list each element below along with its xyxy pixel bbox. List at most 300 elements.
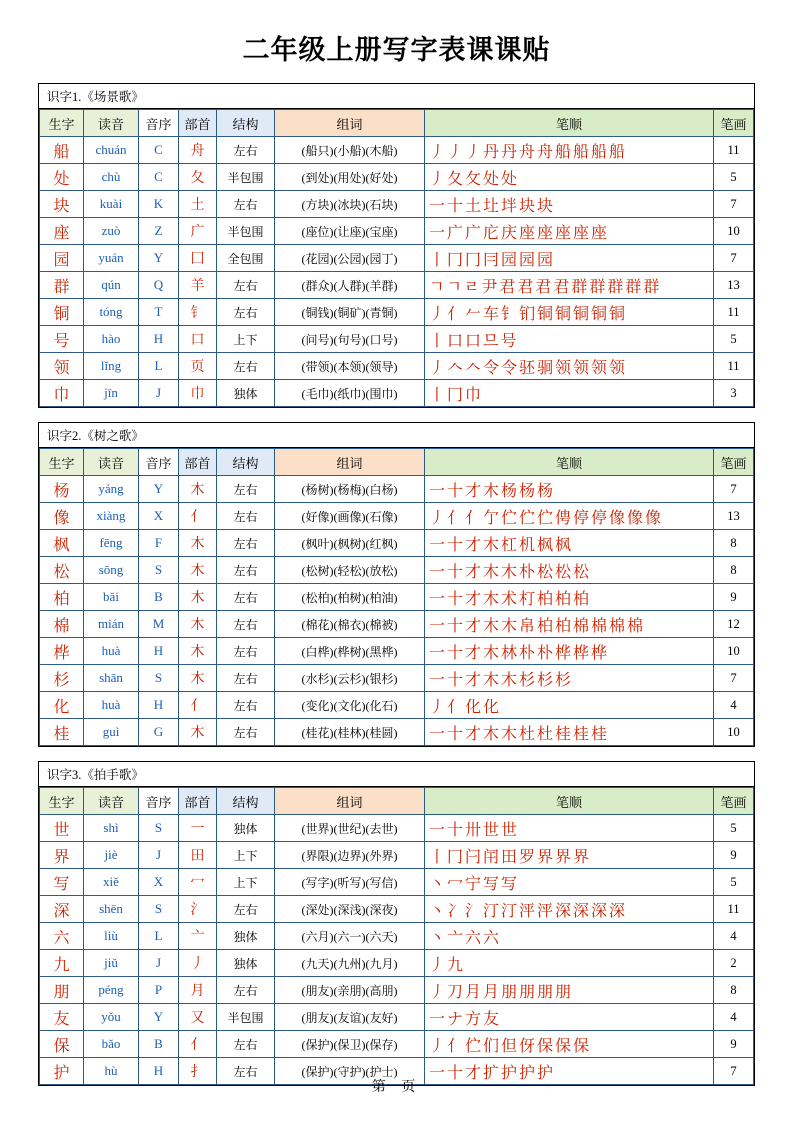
character: 领: [53, 359, 70, 377]
cell-pinyin: huà: [84, 692, 139, 719]
col-header-pinyin: 读音: [84, 788, 139, 815]
table-row: [40, 869, 754, 896]
cell-initial: H: [139, 326, 179, 353]
character: 柏: [53, 590, 70, 608]
page-title: 二年级上册写字表课课贴: [242, 35, 551, 65]
cell-strokecount: 10: [714, 719, 754, 746]
cell-strokeorder: 丿九: [425, 950, 714, 977]
table-row: [40, 923, 754, 950]
cell-radical: 丿: [179, 950, 217, 977]
cell-strokecount: 7: [714, 191, 754, 218]
cell-character: [40, 503, 84, 530]
cell-words: (写字)(听写)(写信): [275, 869, 425, 896]
table-header-row: [40, 788, 754, 815]
cell-words: (枫叶)(枫树)(红枫): [275, 530, 425, 557]
character: 铜: [53, 305, 70, 323]
cell-radical: 羊: [179, 272, 217, 299]
table-row: [40, 665, 754, 692]
character-table: [39, 787, 754, 1085]
cell-structure: 左右: [217, 638, 275, 665]
cell-character: [40, 353, 84, 380]
cell-character: [40, 815, 84, 842]
table-body: [40, 476, 754, 746]
character-table: [39, 448, 754, 746]
character: 世: [53, 821, 70, 839]
character: 保: [53, 1037, 70, 1055]
table-header-row: [40, 110, 754, 137]
cell-structure: 左右: [217, 584, 275, 611]
cell-initial: L: [139, 923, 179, 950]
col-header-character: 生字: [40, 110, 84, 137]
cell-character: [40, 137, 84, 164]
cell-radical: 扌: [179, 1058, 217, 1085]
table-row: [40, 191, 754, 218]
cell-strokecount: 13: [714, 503, 754, 530]
cell-pinyin: yuán: [84, 245, 139, 272]
cell-words: (界限)(边界)(外界): [275, 842, 425, 869]
cell-initial: Y: [139, 1004, 179, 1031]
cell-initial: Y: [139, 245, 179, 272]
table-row: [40, 1004, 754, 1031]
col-header-strokeorder: 笔顺: [425, 449, 714, 476]
cell-strokecount: 10: [714, 638, 754, 665]
col-header-words: 组词: [275, 449, 425, 476]
cell-initial: H: [139, 692, 179, 719]
cell-strokecount: 7: [714, 476, 754, 503]
character: 松: [53, 563, 70, 581]
cell-radical: 亻: [179, 503, 217, 530]
cell-strokecount: 7: [714, 665, 754, 692]
cell-initial: Z: [139, 218, 179, 245]
cell-strokecount: 5: [714, 326, 754, 353]
cell-structure: 左右: [217, 530, 275, 557]
cell-character: [40, 191, 84, 218]
cell-strokeorder: 丶冫氵汀汀泙泙深深深深: [425, 896, 714, 923]
cell-strokecount: 9: [714, 584, 754, 611]
cell-strokecount: 11: [714, 353, 754, 380]
cell-strokecount: 8: [714, 530, 754, 557]
col-header-pinyin: 读音: [84, 449, 139, 476]
cell-structure: 左右: [217, 611, 275, 638]
cell-structure: 左右: [217, 719, 275, 746]
cell-radical: 夂: [179, 164, 217, 191]
cell-character: [40, 557, 84, 584]
cell-radical: 氵: [179, 896, 217, 923]
table-body: [40, 137, 754, 407]
cell-pinyin: zuò: [84, 218, 139, 245]
character: 块: [53, 197, 70, 215]
col-header-initial: 音序: [139, 110, 179, 137]
cell-words: (水杉)(云杉)(银杉): [275, 665, 425, 692]
cell-strokecount: 7: [714, 245, 754, 272]
cell-initial: S: [139, 815, 179, 842]
character: 桦: [53, 644, 70, 662]
cell-strokecount: 7: [714, 1058, 754, 1085]
table-row: [40, 896, 754, 923]
cell-strokecount: 8: [714, 977, 754, 1004]
cell-words: (桂花)(桂林)(桂圆): [275, 719, 425, 746]
cell-words: (座位)(让座)(宝座): [275, 218, 425, 245]
cell-radical: 木: [179, 638, 217, 665]
cell-pinyin: fēng: [84, 530, 139, 557]
cell-initial: Y: [139, 476, 179, 503]
cell-pinyin: shān: [84, 665, 139, 692]
cell-words: (铜钱)(铜矿)(青铜): [275, 299, 425, 326]
cell-strokecount: 11: [714, 137, 754, 164]
cell-strokeorder: 一广广庀庆座座座座座: [425, 218, 714, 245]
cell-initial: H: [139, 1058, 179, 1085]
cell-character: [40, 611, 84, 638]
table-row: [40, 353, 754, 380]
cell-character: [40, 842, 84, 869]
cell-strokecount: 4: [714, 1004, 754, 1031]
cell-structure: 独体: [217, 923, 275, 950]
cell-words: (朋友)(亲朋)(高朋): [275, 977, 425, 1004]
cell-character: [40, 530, 84, 557]
cell-words: (方块)(冰块)(石块): [275, 191, 425, 218]
col-header-strokecount: 笔画: [714, 110, 754, 137]
cell-strokecount: 3: [714, 380, 754, 407]
cell-strokeorder: 丨冂巾: [425, 380, 714, 407]
cell-radical: 木: [179, 611, 217, 638]
cell-pinyin: lǐng: [84, 353, 139, 380]
character: 船: [53, 143, 70, 161]
table-row: [40, 164, 754, 191]
cell-strokeorder: 丿亻亻亇伫伫伫俜停停像像像: [425, 503, 714, 530]
cell-words: (朋友)(友谊)(友好): [275, 1004, 425, 1031]
character: 九: [53, 956, 70, 974]
cell-pinyin: jiǔ: [84, 950, 139, 977]
cell-character: [40, 869, 84, 896]
table-row: [40, 530, 754, 557]
cell-strokecount: 11: [714, 896, 754, 923]
cell-pinyin: hào: [84, 326, 139, 353]
cell-strokecount: 9: [714, 1031, 754, 1058]
cell-structure: 独体: [217, 815, 275, 842]
cell-strokeorder: 一十才木术朾柏柏柏: [425, 584, 714, 611]
cell-words: (世界)(世纪)(去世): [275, 815, 425, 842]
cell-character: [40, 719, 84, 746]
cell-radical: 亻: [179, 692, 217, 719]
cell-character: [40, 1031, 84, 1058]
cell-pinyin: liù: [84, 923, 139, 950]
col-header-radical: 部首: [179, 449, 217, 476]
table-row: [40, 1031, 754, 1058]
cell-words: (群众)(人群)(羊群): [275, 272, 425, 299]
cell-radical: 冖: [179, 869, 217, 896]
col-header-words: 组词: [275, 110, 425, 137]
cell-initial: T: [139, 299, 179, 326]
cell-character: [40, 638, 84, 665]
cell-words: (毛巾)(纸巾)(围巾): [275, 380, 425, 407]
character: 枫: [53, 536, 70, 554]
cell-initial: H: [139, 638, 179, 665]
cell-character: [40, 923, 84, 950]
cell-radical: 田: [179, 842, 217, 869]
cell-pinyin: jīn: [84, 380, 139, 407]
cell-radical: 舟: [179, 137, 217, 164]
cell-pinyin: bǎi: [84, 584, 139, 611]
cell-strokeorder: 一十才木木杜杜桂桂桂: [425, 719, 714, 746]
cell-pinyin: péng: [84, 977, 139, 1004]
cell-words: (杨树)(杨梅)(白杨): [275, 476, 425, 503]
cell-radical: 口: [179, 326, 217, 353]
cell-strokeorder: 丿夂攵处处: [425, 164, 714, 191]
cell-words: (变化)(文化)(化石): [275, 692, 425, 719]
cell-structure: 半包围: [217, 164, 275, 191]
col-header-structure: 结构: [217, 788, 275, 815]
cell-initial: M: [139, 611, 179, 638]
table-header-row: [40, 449, 754, 476]
cell-character: [40, 977, 84, 1004]
cell-structure: 左右: [217, 137, 275, 164]
cell-initial: L: [139, 353, 179, 380]
cell-structure: 左右: [217, 191, 275, 218]
cell-character: [40, 218, 84, 245]
cell-character: [40, 326, 84, 353]
cell-pinyin: bǎo: [84, 1031, 139, 1058]
cell-structure: 左右: [217, 977, 275, 1004]
cell-initial: C: [139, 137, 179, 164]
cell-pinyin: mián: [84, 611, 139, 638]
col-header-character: 生字: [40, 788, 84, 815]
cell-words: (松树)(轻松)(放松): [275, 557, 425, 584]
table-row: [40, 380, 754, 407]
cell-radical: 巾: [179, 380, 217, 407]
table-row: [40, 326, 754, 353]
cell-pinyin: xiě: [84, 869, 139, 896]
table-row: [40, 272, 754, 299]
cell-pinyin: sōng: [84, 557, 139, 584]
table-row: [40, 503, 754, 530]
cell-strokecount: 12: [714, 611, 754, 638]
cell-pinyin: jiè: [84, 842, 139, 869]
cell-words: (深处)(深浅)(深夜): [275, 896, 425, 923]
table-row: [40, 584, 754, 611]
col-header-initial: 音序: [139, 449, 179, 476]
col-header-character: 生字: [40, 449, 84, 476]
cell-strokeorder: 一十才扩护护护: [425, 1058, 714, 1085]
table-row: [40, 815, 754, 842]
cell-radical: 木: [179, 557, 217, 584]
cell-character: [40, 950, 84, 977]
cell-character: [40, 299, 84, 326]
cell-pinyin: yǒu: [84, 1004, 139, 1031]
table-row: [40, 719, 754, 746]
character: 写: [53, 875, 70, 893]
cell-radical: 广: [179, 218, 217, 245]
col-header-radical: 部首: [179, 788, 217, 815]
table-row: [40, 638, 754, 665]
cell-initial: X: [139, 869, 179, 896]
cell-character: [40, 245, 84, 272]
cell-pinyin: huà: [84, 638, 139, 665]
col-header-initial: 音序: [139, 788, 179, 815]
section-2: [38, 422, 755, 747]
cell-structure: 左右: [217, 503, 275, 530]
cell-character: [40, 692, 84, 719]
table-row: [40, 950, 754, 977]
cell-strokeorder: 一十卅世世: [425, 815, 714, 842]
cell-strokeorder: 一ナ方友: [425, 1004, 714, 1031]
table-row: [40, 137, 754, 164]
cell-radical: 木: [179, 530, 217, 557]
cell-strokecount: 4: [714, 923, 754, 950]
cell-pinyin: shì: [84, 815, 139, 842]
cell-strokecount: 5: [714, 164, 754, 191]
col-header-structure: 结构: [217, 110, 275, 137]
cell-radical: 亻: [179, 1031, 217, 1058]
cell-character: [40, 896, 84, 923]
cell-words: (保护)(守护)(护士): [275, 1058, 425, 1085]
cell-strokeorder: 一十才木杨杨杨: [425, 476, 714, 503]
cell-structure: 左右: [217, 1031, 275, 1058]
cell-radical: 囗: [179, 245, 217, 272]
cell-strokecount: 11: [714, 299, 754, 326]
table-row: [40, 977, 754, 1004]
cell-strokecount: 13: [714, 272, 754, 299]
cell-strokeorder: 一十才木杠机枫枫: [425, 530, 714, 557]
cell-character: [40, 584, 84, 611]
cell-words: (白桦)(桦树)(黑桦): [275, 638, 425, 665]
cell-words: (保护)(保卫)(保存): [275, 1031, 425, 1058]
character: 处: [53, 170, 70, 188]
cell-initial: X: [139, 503, 179, 530]
character: 杉: [53, 671, 70, 689]
cell-initial: J: [139, 380, 179, 407]
cell-radical: 木: [179, 665, 217, 692]
cell-pinyin: chuán: [84, 137, 139, 164]
cell-words: (棉花)(棉衣)(棉被): [275, 611, 425, 638]
cell-radical: 亠: [179, 923, 217, 950]
cell-words: (船只)(小船)(木船): [275, 137, 425, 164]
character: 深: [53, 902, 70, 920]
col-header-strokecount: 笔画: [714, 788, 754, 815]
cell-structure: 全包围: [217, 245, 275, 272]
table-row: [40, 245, 754, 272]
cell-structure: 左右: [217, 896, 275, 923]
cell-strokeorder: 丿亻伫们但伢保保保: [425, 1031, 714, 1058]
cell-structure: 上下: [217, 869, 275, 896]
cell-radical: 土: [179, 191, 217, 218]
cell-initial: J: [139, 842, 179, 869]
character: 棉: [53, 617, 70, 635]
character-table: [39, 109, 754, 407]
cell-character: [40, 164, 84, 191]
cell-strokeorder: 丿亻𠂉车钅钔铜铜铜铜铜: [425, 299, 714, 326]
cell-pinyin: tóng: [84, 299, 139, 326]
table-row: [40, 611, 754, 638]
cell-pinyin: shēn: [84, 896, 139, 923]
cell-initial: C: [139, 164, 179, 191]
section-title: 识字3.《拍手歌》: [39, 762, 754, 787]
section-1: [38, 83, 755, 408]
page-footer: 第 页: [371, 1080, 422, 1095]
character: 群: [53, 278, 70, 296]
table-row: [40, 842, 754, 869]
character: 杨: [53, 482, 70, 500]
col-header-radical: 部首: [179, 110, 217, 137]
cell-strokeorder: 一十才木林朴朴桦桦桦: [425, 638, 714, 665]
cell-character: [40, 380, 84, 407]
section-3: [38, 761, 755, 1086]
col-header-strokeorder: 笔顺: [425, 110, 714, 137]
cell-strokeorder: 一十才木木朴松松松: [425, 557, 714, 584]
cell-words: (带领)(本领)(领导): [275, 353, 425, 380]
cell-words: (九天)(九州)(九月): [275, 950, 425, 977]
cell-strokeorder: 丿丿丿丹丹舟舟船船船船: [425, 137, 714, 164]
cell-strokecount: 2: [714, 950, 754, 977]
section-title: 识字2.《树之歌》: [39, 423, 754, 448]
cell-pinyin: yáng: [84, 476, 139, 503]
cell-initial: S: [139, 896, 179, 923]
cell-initial: G: [139, 719, 179, 746]
character: 六: [53, 929, 70, 947]
cell-strokecount: 9: [714, 842, 754, 869]
cell-pinyin: xiàng: [84, 503, 139, 530]
cell-initial: B: [139, 584, 179, 611]
cell-pinyin: guì: [84, 719, 139, 746]
cell-strokecount: 5: [714, 869, 754, 896]
cell-character: [40, 1004, 84, 1031]
character: 座: [53, 224, 70, 242]
cell-structure: 左右: [217, 272, 275, 299]
cell-strokeorder: 丨冂闩闬田罗界界界: [425, 842, 714, 869]
cell-structure: 左右: [217, 1058, 275, 1085]
cell-strokeorder: 丨口口므号: [425, 326, 714, 353]
cell-initial: J: [139, 950, 179, 977]
cell-structure: 左右: [217, 665, 275, 692]
col-header-structure: 结构: [217, 449, 275, 476]
cell-structure: 独体: [217, 950, 275, 977]
cell-strokeorder: 丨冂冂冃园园园: [425, 245, 714, 272]
cell-initial: B: [139, 1031, 179, 1058]
cell-character: [40, 476, 84, 503]
table-row: [40, 557, 754, 584]
cell-strokecount: 10: [714, 218, 754, 245]
cell-radical: 木: [179, 476, 217, 503]
table-row: [40, 299, 754, 326]
cell-strokeorder: 丿𠆢𠆢令令𬳵𬳶领领领领: [425, 353, 714, 380]
cell-strokeorder: 丿亻化化: [425, 692, 714, 719]
cell-words: (花园)(公园)(园丁): [275, 245, 425, 272]
table-row: [40, 476, 754, 503]
cell-words: (松柏)(柏树)(柏油): [275, 584, 425, 611]
cell-radical: 钅: [179, 299, 217, 326]
cell-pinyin: qún: [84, 272, 139, 299]
character: 园: [53, 251, 70, 269]
cell-radical: 一: [179, 815, 217, 842]
section-title: 识字1.《场景歌》: [39, 84, 754, 109]
cell-initial: S: [139, 665, 179, 692]
character: 护: [53, 1064, 70, 1082]
cell-radical: 页: [179, 353, 217, 380]
cell-strokeorder: ㄱㄱㄹ尹君君君君群群群群群: [425, 272, 714, 299]
cell-words: (好像)(画像)(石像): [275, 503, 425, 530]
character: 友: [53, 1010, 70, 1028]
cell-strokecount: 5: [714, 815, 754, 842]
col-header-words: 组词: [275, 788, 425, 815]
table-body: [40, 815, 754, 1085]
cell-initial: F: [139, 530, 179, 557]
cell-words: (六月)(六一)(六天): [275, 923, 425, 950]
character: 朋: [53, 983, 70, 1001]
cell-words: (到处)(用处)(好处): [275, 164, 425, 191]
cell-pinyin: kuài: [84, 191, 139, 218]
cell-character: [40, 665, 84, 692]
cell-initial: S: [139, 557, 179, 584]
character: 桂: [53, 725, 70, 743]
